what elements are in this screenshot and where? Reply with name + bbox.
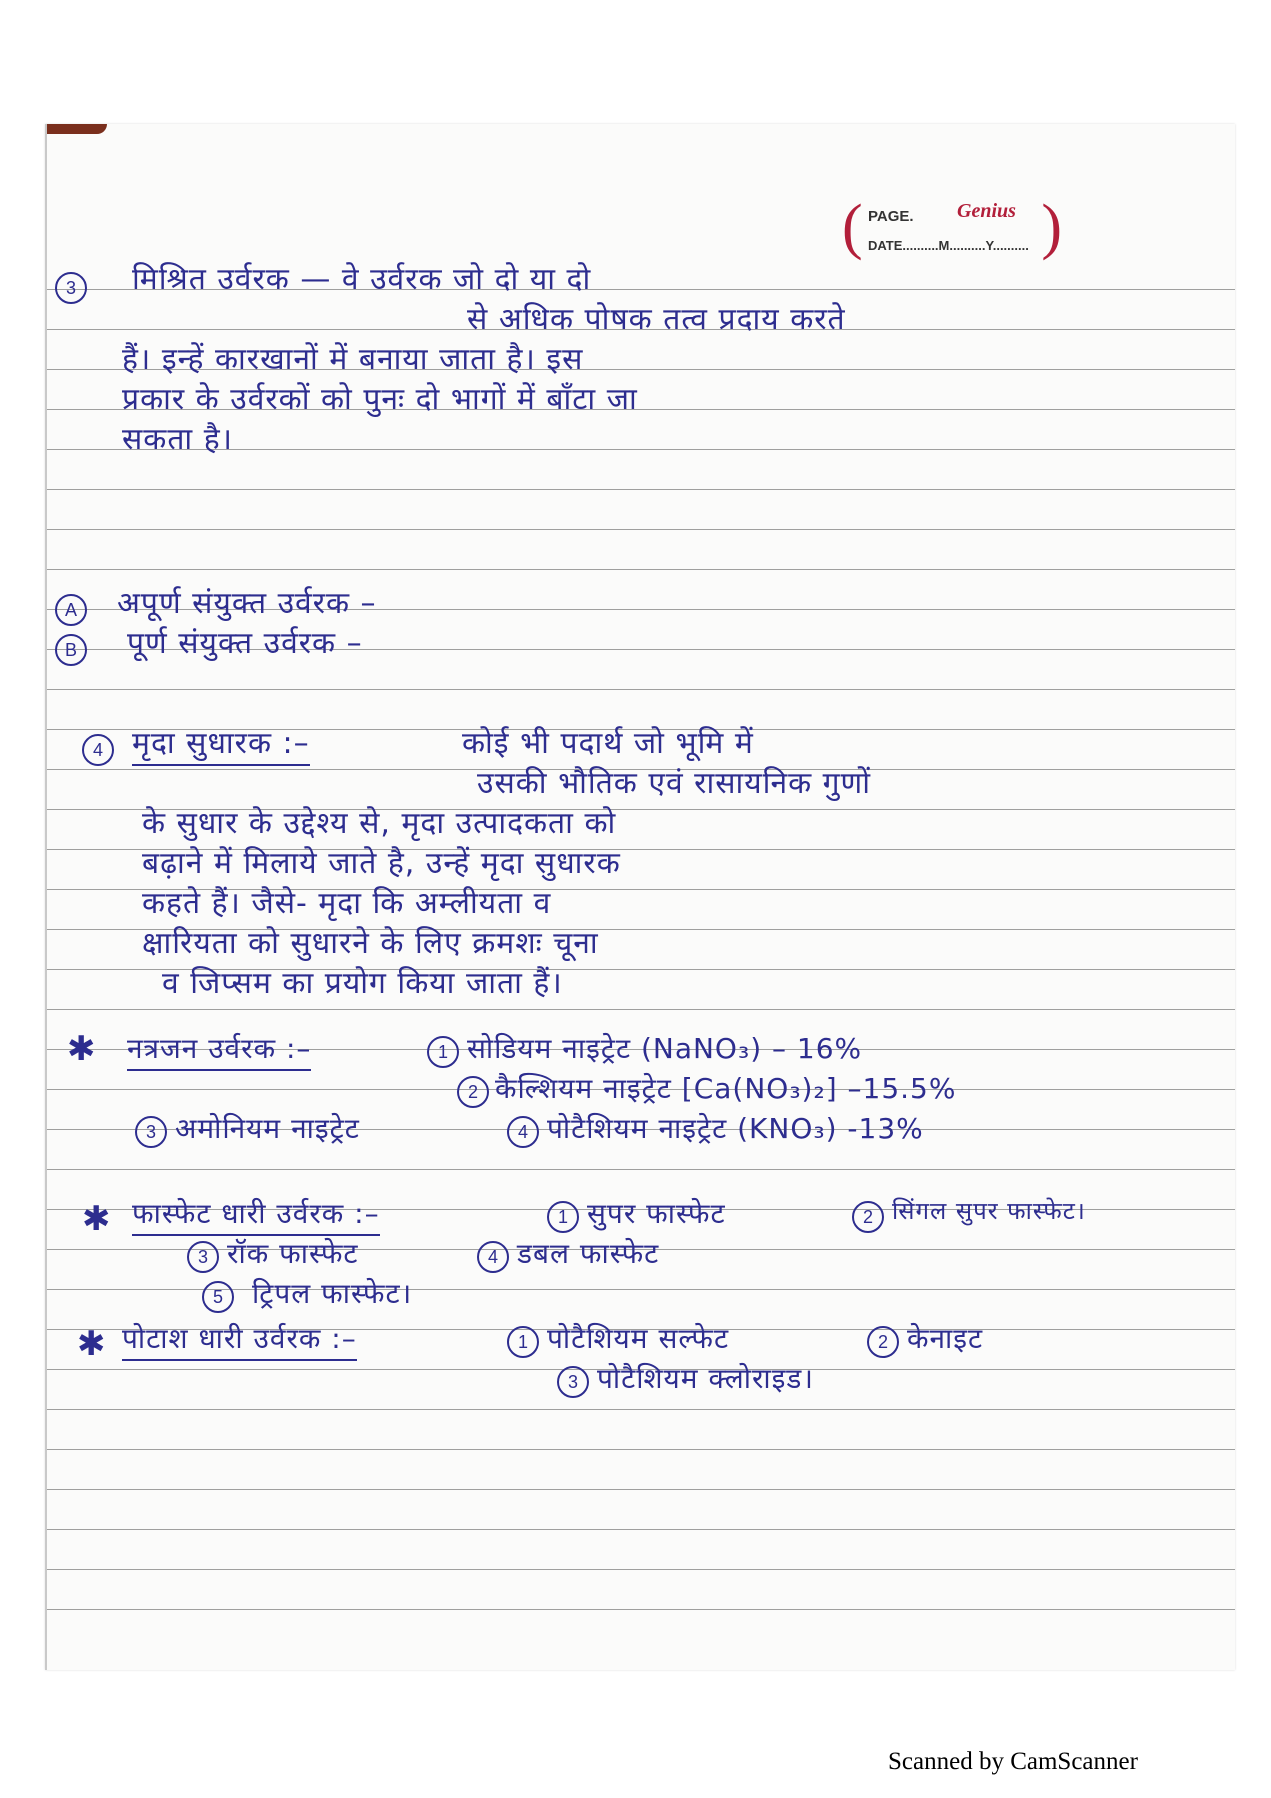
ruled-line: [47, 1449, 1235, 1450]
section-3-line-3: हैं। इन्हें कारखानों में बनाया जाता है। इस: [122, 342, 584, 377]
list-number: 2: [867, 1326, 899, 1358]
phosphate-item-2: सिंगल सुपर फास्फेट।: [892, 1197, 1086, 1225]
ruled-line: [47, 1489, 1235, 1490]
section-3-line-5: सकता है।: [122, 422, 234, 457]
ruled-line: [47, 689, 1235, 690]
section-4-line-5: कहते हैं। जैसे- मृदा कि अम्लीयता व: [142, 886, 552, 921]
potash-title: पोटाश धारी उर्वरक :–: [122, 1319, 357, 1361]
list-number: 3: [135, 1116, 167, 1148]
potash-item-3: पोटैशियम क्लोराइड।: [597, 1362, 814, 1395]
section-3-line-4: प्रकार के उर्वरकों को पुनः दो भागों में बाँटा जा: [122, 382, 638, 417]
potash-item-2: केनाइट: [907, 1322, 984, 1355]
list-number: 5: [202, 1281, 234, 1313]
section-4-line-6: क्षारियता को सुधारने के लिए क्रमशः चूना: [142, 926, 599, 961]
section-number: 4: [82, 734, 114, 766]
nitrogen-item-2: कैल्शियम नाइट्रेट [Ca(NO₃)₂] –15.5%: [495, 1072, 957, 1105]
phosphate-item-3: रॉक फास्फेट: [227, 1237, 359, 1270]
ruled-line: [47, 1409, 1235, 1410]
item-b-text: पूर्ण संयुक्त उर्वरक –: [127, 626, 363, 661]
star-icon: ✱: [67, 1029, 96, 1069]
list-number: 1: [507, 1326, 539, 1358]
ruled-line: [47, 569, 1235, 570]
ruled-line: [47, 1169, 1235, 1170]
phosphate-item-5: ट्रिपल फास्फेट।: [252, 1277, 413, 1310]
star-icon: ✱: [77, 1324, 106, 1364]
list-number: 3: [557, 1366, 589, 1398]
section-3-line-2: से अधिक पोषक तत्व प्रदाय करते: [467, 302, 846, 337]
notebook-page: [45, 124, 1235, 1670]
item-a-text: अपूर्ण संयुक्त उर्वरक –: [117, 586, 377, 621]
star-icon: ✱: [82, 1199, 111, 1239]
list-number: 2: [457, 1076, 489, 1108]
list-number: 4: [477, 1241, 509, 1273]
bracket-left: (: [842, 193, 863, 261]
ruled-line: [47, 1569, 1235, 1570]
ruled-line: [47, 1609, 1235, 1610]
list-number: 4: [507, 1116, 539, 1148]
section-4-line-7: व जिप्सम का प्रयोग किया जाता हैं।: [162, 966, 563, 1001]
phosphate-item-1: सुपर फास्फेट: [587, 1197, 726, 1230]
item-a-marker: A: [55, 594, 87, 626]
page-corner: [47, 124, 107, 134]
section-4-line-1: कोई भी पदार्थ जो भूमि में: [462, 726, 754, 761]
section-4-line-4: बढ़ाने में मिलाये जाते है, उन्हें मृदा सुधारक: [142, 846, 621, 881]
page-label: PAGE.: [868, 208, 914, 225]
ruled-line: [47, 489, 1235, 490]
ruled-line: [47, 529, 1235, 530]
section-number: 3: [55, 272, 87, 304]
nitrogen-item-4: पोटैशियम नाइट्रेट (KNO₃) -13%: [547, 1112, 924, 1145]
section-3-line-1: मिश्रित उर्वरक — वे उर्वरक जो दो या दो: [132, 262, 592, 297]
brand-logo: Genius: [957, 200, 1016, 222]
list-number: 1: [547, 1201, 579, 1233]
nitrogen-title: नत्रजन उर्वरक :–: [127, 1029, 311, 1071]
nitrogen-item-1: सोडियम नाइट्रेट (NaNO₃) – 16%: [467, 1032, 863, 1065]
potash-item-1: पोटैशियम सल्फेट: [547, 1322, 730, 1355]
list-number: 1: [427, 1036, 459, 1068]
scanner-watermark: Scanned by CamScanner: [888, 1748, 1138, 1775]
phosphate-title: फास्फेट धारी उर्वरक :–: [132, 1194, 380, 1236]
item-b-marker: B: [55, 634, 87, 666]
ruled-line: [47, 1009, 1235, 1010]
bracket-right: ): [1041, 193, 1062, 261]
page-date-box: [842, 194, 1062, 272]
section-4-line-2: उसकी भौतिक एवं रासायनिक गुणों: [477, 766, 872, 801]
phosphate-item-4: डबल फास्फेट: [517, 1237, 660, 1270]
ruled-line: [47, 1529, 1235, 1530]
section-4-line-3: के सुधार के उद्देश्य से, मृदा उत्पादकता को: [142, 806, 617, 841]
nitrogen-item-3: अमोनियम नाइट्रेट: [175, 1112, 360, 1145]
section-4-title: मृदा सुधारक :–: [132, 721, 310, 766]
list-number: 2: [852, 1201, 884, 1233]
list-number: 3: [187, 1241, 219, 1273]
date-label: DATE..........M..........Y..........: [868, 238, 1029, 253]
